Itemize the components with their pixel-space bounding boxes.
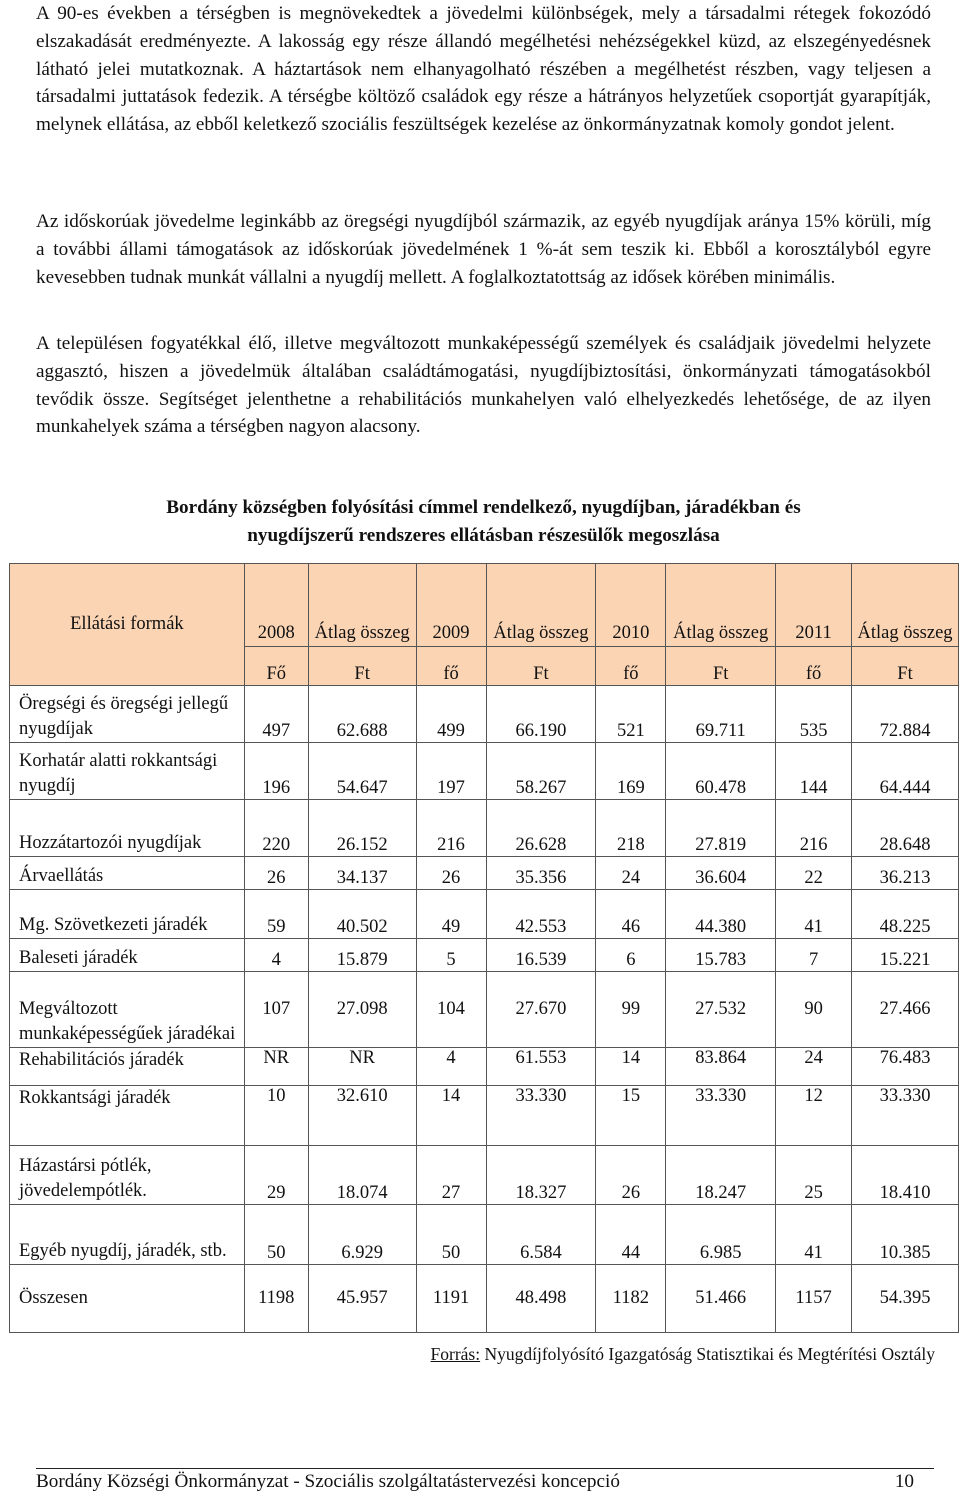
table-cell: 36.213	[852, 857, 959, 890]
table-cell: 169	[596, 743, 666, 800]
table-cell: 6.584	[486, 1205, 596, 1265]
unit-col: Ft	[486, 647, 596, 686]
total-cell: 54.395	[852, 1265, 959, 1333]
unit-col: Ft	[666, 647, 776, 686]
table-cell: 27.670	[486, 972, 596, 1048]
unit-col: fő	[776, 647, 852, 686]
table-cell: 61.553	[486, 1048, 596, 1086]
table-cell: 46	[596, 890, 666, 939]
table-cell: 25	[776, 1146, 852, 1205]
table-cell: 216	[416, 800, 486, 857]
unit-col: Ft	[308, 647, 416, 686]
table-cell: 50	[416, 1205, 486, 1265]
table-row	[10, 1086, 959, 1146]
total-cell: 1157	[776, 1265, 852, 1333]
table-cell: 104	[416, 972, 486, 1048]
row-label: Baleseti járadék	[10, 939, 245, 972]
table-cell: 24	[596, 857, 666, 890]
table-cell: 196	[244, 743, 308, 800]
table-cell: 521	[596, 686, 666, 743]
table-cell: 76.483	[852, 1048, 959, 1086]
table-cell: 33.330	[666, 1086, 776, 1146]
table-cell: 144	[776, 743, 852, 800]
table-cell: 15	[596, 1086, 666, 1146]
pension-distribution-table	[9, 563, 959, 1333]
total-label: Összesen	[10, 1265, 245, 1333]
table-cell: 48.225	[852, 890, 959, 939]
table-cell: 40.502	[308, 890, 416, 939]
table-cell: 49	[416, 890, 486, 939]
table-cell: 22	[776, 857, 852, 890]
table-cell: 33.330	[486, 1086, 596, 1146]
table-cell: 15.783	[666, 939, 776, 972]
table-cell: 197	[416, 743, 486, 800]
source-text: Nyugdíjfolyósító Igazgatóság Statisztikai és Megtérítési Osztály	[484, 1344, 935, 1364]
table-cell: 15.879	[308, 939, 416, 972]
row-label: Árvaellátás	[10, 857, 245, 890]
table-cell: 33.330	[852, 1086, 959, 1146]
row-label: Megváltozott munkaképességűek járadékai	[10, 972, 245, 1048]
table-row	[10, 800, 959, 857]
table-row	[10, 1048, 959, 1086]
total-cell: 1191	[416, 1265, 486, 1333]
table-cell: 27.466	[852, 972, 959, 1048]
table-cell: 18.247	[666, 1146, 776, 1205]
table-cell: 18.327	[486, 1146, 596, 1205]
header-col: Átlag összeg	[852, 564, 959, 647]
table-cell: 34.137	[308, 857, 416, 890]
row-label: Öregségi és öregségi jellegű nyugdíjak	[10, 686, 245, 743]
table-cell: 6	[596, 939, 666, 972]
table-cell: 64.444	[852, 743, 959, 800]
table-title	[36, 494, 931, 550]
table-cell: 41	[776, 890, 852, 939]
table-row	[10, 686, 959, 743]
table-cell: 10.385	[852, 1205, 959, 1265]
header-col: 2011	[776, 564, 852, 647]
table-cell: 28.648	[852, 800, 959, 857]
table-cell: 32.610	[308, 1086, 416, 1146]
header-ellatasi-formak: Ellátási formák	[10, 564, 245, 686]
table-cell: 58.267	[486, 743, 596, 800]
row-label: Korhatár alatti rokkantsági nyugdíj	[10, 743, 245, 800]
table-title-line1: Bordány községben folyósítási címmel rendelkező, nyugdíjban, járadékban és	[166, 497, 801, 518]
table-row	[10, 939, 959, 972]
table-row	[10, 890, 959, 939]
table-cell: 220	[244, 800, 308, 857]
header-col: 2010	[596, 564, 666, 647]
paragraph-elderly-income: Az időskorúak jövedelme leginkább az öregségi nyugdíjból származik, az egyéb nyugdíjak aránya 15% körüli, míg a további állami támogatások az időskorúak jövedelmének 1 %-át sem teszik ki. Ebből a korosztályból egyre kevesebben tudnak munkát vállalni a nyugdíj mellett. A foglalkoztatottság az idősek körében minimális.	[36, 211, 931, 288]
table-cell: 14	[596, 1048, 666, 1086]
source-note	[300, 1344, 935, 1365]
paragraph-disabled-income: A településen fogyatékkal élő, illetve megváltozott munkaképességű személyek és családjaik jövedelmi helyzete aggasztó, hiszen a jövedelmük általában családtámogatási, nyugdíjbiztosítási, önkormányzati támogatásokból tevődik össze. Segítséget jelenthetne a rehabilitációs munkahelyen való elhelyezkedés lehetősége, de az ilyen munkahelyek száma a térségben nagyon alacsony.	[36, 333, 931, 438]
table-cell: 14	[416, 1086, 486, 1146]
footer-title: Bordány Községi Önkormányzat - Szociális szolgáltatástervezési koncepció	[36, 1471, 620, 1492]
row-label: Mg. Szövetkezeti járadék	[10, 890, 245, 939]
table-cell: 218	[596, 800, 666, 857]
page-number: 10	[894, 1471, 914, 1492]
table-cell: 54.647	[308, 743, 416, 800]
unit-col: fő	[416, 647, 486, 686]
table-row	[10, 743, 959, 800]
header-col: Átlag összeg	[486, 564, 596, 647]
table-cell: NR	[308, 1048, 416, 1086]
table-cell: 18.074	[308, 1146, 416, 1205]
table-cell: 107	[244, 972, 308, 1048]
table-header-row	[10, 564, 959, 647]
table-cell: 72.884	[852, 686, 959, 743]
table-cell: 50	[244, 1205, 308, 1265]
total-cell: 1198	[244, 1265, 308, 1333]
table-cell: 35.356	[486, 857, 596, 890]
table-row	[10, 1205, 959, 1265]
table-cell: 83.864	[666, 1048, 776, 1086]
table-total-row	[10, 1265, 959, 1333]
total-cell: 48.498	[486, 1265, 596, 1333]
table-cell: 10	[244, 1086, 308, 1146]
table-cell: 216	[776, 800, 852, 857]
table-cell: 66.190	[486, 686, 596, 743]
total-cell: 51.466	[666, 1265, 776, 1333]
table-cell: 26	[416, 857, 486, 890]
paragraph-income-differences: A 90-es években a térségben is megnövekedtek a jövedelmi különbségek, mely a társadalmi rétegek fokozódó elszakadását eredményezte. A lakosság egy része állandó megélhetési nehézségekkel küzd, az elszegényedésnek látható jelei mutatkoznak. A háztartások nem elhanyagolható részében a megélhetést részben, vagy teljesen a társadalmi juttatások fedezik. A térségbe költöző családok egy része a hátrányos helyzetűek csoportját gyarapítják, melynek ellátása, az ebből keletkező szociális feszültségek kezelése az önkormányzatnak komoly gondot jelent.	[36, 3, 931, 136]
table-cell: 99	[596, 972, 666, 1048]
row-label: Hozzátartozói nyugdíjak	[10, 800, 245, 857]
table-cell: 90	[776, 972, 852, 1048]
table-cell: 497	[244, 686, 308, 743]
table-cell: 29	[244, 1146, 308, 1205]
header-col: 2009	[416, 564, 486, 647]
table-cell: 16.539	[486, 939, 596, 972]
table-cell: 69.711	[666, 686, 776, 743]
row-label: Rokkantsági járadék	[10, 1086, 245, 1146]
row-label: Rehabilitációs járadék	[10, 1048, 245, 1086]
table-cell: 62.688	[308, 686, 416, 743]
table-cell: 27.098	[308, 972, 416, 1048]
table-cell: 27	[416, 1146, 486, 1205]
table-cell: 26.628	[486, 800, 596, 857]
total-cell: 1182	[596, 1265, 666, 1333]
table-cell: 27.819	[666, 800, 776, 857]
table-cell: 6.985	[666, 1205, 776, 1265]
table-cell: 4	[244, 939, 308, 972]
table-cell: 36.604	[666, 857, 776, 890]
table-cell: 41	[776, 1205, 852, 1265]
table-cell: 44	[596, 1205, 666, 1265]
table-row	[10, 857, 959, 890]
table-cell: 59	[244, 890, 308, 939]
table-cell: 60.478	[666, 743, 776, 800]
header-col: Átlag összeg	[308, 564, 416, 647]
total-cell: 45.957	[308, 1265, 416, 1333]
header-col: 2008	[244, 564, 308, 647]
source-label: Forrás:	[430, 1344, 481, 1364]
table-cell: 26.152	[308, 800, 416, 857]
table-title-line2: nyugdíjszerű rendszeres ellátásban részesülők megoszlása	[247, 525, 720, 546]
row-label: Egyéb nyugdíj, járadék, stb.	[10, 1205, 245, 1265]
unit-col: Fő	[244, 647, 308, 686]
table-cell: 15.221	[852, 939, 959, 972]
unit-col: Ft	[852, 647, 959, 686]
table-cell: 27.532	[666, 972, 776, 1048]
header-col: Átlag összeg	[666, 564, 776, 647]
table-cell: 5	[416, 939, 486, 972]
table-cell: 18.410	[852, 1146, 959, 1205]
table-cell: 499	[416, 686, 486, 743]
table-row	[10, 1146, 959, 1205]
table-cell: 535	[776, 686, 852, 743]
table-cell: 12	[776, 1086, 852, 1146]
row-label: Házastársi pótlék, jövedelempótlék.	[10, 1146, 245, 1205]
table-cell: 44.380	[666, 890, 776, 939]
table-cell: 42.553	[486, 890, 596, 939]
table-cell: 4	[416, 1048, 486, 1086]
table-cell: 26	[596, 1146, 666, 1205]
unit-col: fő	[596, 647, 666, 686]
table-cell: 6.929	[308, 1205, 416, 1265]
table-cell: NR	[244, 1048, 308, 1086]
table-row	[10, 972, 959, 1048]
table-cell: 7	[776, 939, 852, 972]
footer-divider	[36, 1468, 934, 1469]
table-cell: 26	[244, 857, 308, 890]
table-cell: 24	[776, 1048, 852, 1086]
